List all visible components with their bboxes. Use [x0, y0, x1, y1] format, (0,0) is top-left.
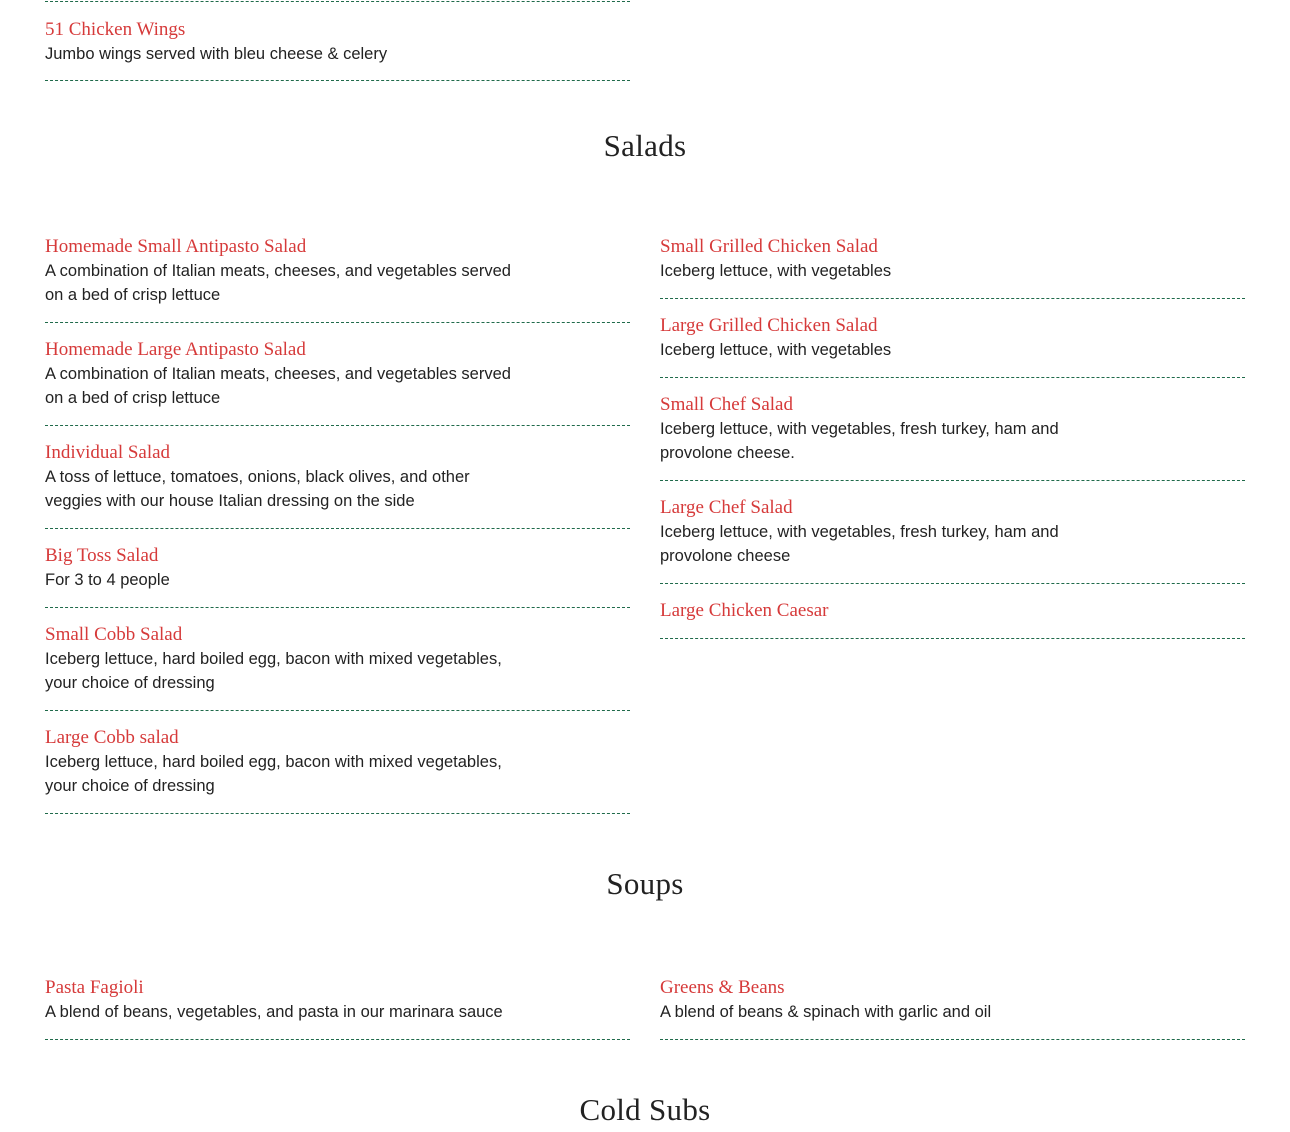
salads-left-divider — [45, 322, 630, 323]
top-left-bottom-rule — [45, 80, 630, 81]
salads-left-divider — [45, 710, 630, 711]
soups-right-divider — [660, 1039, 1245, 1040]
salads-left-divider — [45, 813, 630, 814]
menu-item[interactable] — [660, 314, 1245, 362]
soups-left-divider — [45, 1039, 630, 1040]
item-divider — [45, 1039, 630, 1040]
item-title: Individual Salad — [45, 442, 171, 463]
item-description: Jumbo wings served with bleu cheese & celery — [45, 45, 388, 63]
salads-left-divider — [45, 528, 630, 529]
salads-left-column — [45, 338, 630, 410]
salads-left-divider — [45, 607, 630, 608]
top-left-column — [45, 1, 630, 63]
item-description: Iceberg lettuce, hard boiled egg, bacon with mixed vegetables, your choice of dressing — [45, 753, 502, 795]
salads-right-divider — [660, 480, 1245, 481]
salads-left-divider — [45, 425, 630, 426]
item-title: Small Cobb Salad — [45, 624, 183, 645]
item-divider — [45, 813, 630, 814]
item-divider — [45, 528, 630, 529]
section-title-salads: Salads — [603, 128, 687, 163]
item-description: Iceberg lettuce, with vegetables — [660, 262, 892, 280]
menu-item[interactable] — [660, 496, 1245, 568]
menu-item-chicken-wings[interactable] — [45, 18, 630, 66]
menu-item[interactable] — [45, 544, 630, 592]
item-divider — [660, 480, 1245, 481]
section-title-soups: Soups — [606, 866, 684, 901]
item-title: Small Grilled Chicken Salad — [660, 236, 878, 257]
menu-item[interactable] — [45, 441, 630, 513]
item-description: Iceberg lettuce, with vegetables, fresh turkey, ham and provolone cheese. — [660, 420, 1059, 462]
salads-left-column — [45, 623, 630, 695]
salads-right-column — [660, 496, 1245, 568]
item-title: Homemade Small Antipasto Salad — [45, 236, 307, 257]
salads-left-column — [45, 726, 630, 798]
salads-left-column — [45, 544, 630, 592]
menu-item[interactable] — [45, 235, 630, 307]
item-title: Pasta Fagioli — [45, 977, 144, 998]
item-divider — [660, 583, 1245, 584]
item-description: For 3 to 4 people — [45, 571, 170, 589]
menu-item[interactable] — [660, 599, 1245, 623]
menu-item[interactable] — [45, 338, 630, 410]
salads-right-divider — [660, 298, 1245, 299]
item-divider — [45, 425, 630, 426]
salads-right-column — [660, 314, 1245, 362]
item-description: A combination of Italian meats, cheeses, and vegetables served on a bed of crisp lettuce — [45, 365, 511, 407]
item-description: A blend of beans, vegetables, and pasta in our marinara sauce — [45, 1003, 503, 1021]
item-title: Greens & Beans — [660, 977, 785, 998]
item-divider — [45, 322, 630, 323]
salads-right-divider — [660, 377, 1245, 378]
item-divider — [45, 80, 630, 81]
salads-right-divider — [660, 583, 1245, 584]
item-title: Large Cobb salad — [45, 727, 179, 748]
soups-right-column — [660, 976, 1245, 1024]
item-title: Large Chicken Caesar — [660, 600, 829, 621]
item-description: Iceberg lettuce, hard boiled egg, bacon with mixed vegetables, your choice of dressing — [45, 650, 502, 692]
item-divider — [660, 1039, 1245, 1040]
menu-item[interactable] — [45, 976, 630, 1024]
salads-right-column — [660, 599, 1245, 623]
menu-item[interactable] — [660, 235, 1245, 283]
menu-item[interactable] — [45, 726, 630, 798]
salads-left-column — [45, 235, 630, 307]
salads-right-column — [660, 393, 1245, 465]
item-description: Iceberg lettuce, with vegetables — [660, 341, 892, 359]
item-description: A combination of Italian meats, cheeses, and vegetables served on a bed of crisp lettuce — [45, 262, 511, 304]
item-description: A blend of beans & spinach with garlic and oil — [660, 1003, 992, 1021]
item-divider — [660, 377, 1245, 378]
item-divider — [660, 638, 1245, 639]
soups-left-column — [45, 976, 630, 1024]
item-description: Iceberg lettuce, with vegetables, fresh turkey, ham and provolone cheese — [660, 523, 1059, 565]
item-title: Large Chef Salad — [660, 497, 793, 518]
item-description: A toss of lettuce, tomatoes, onions, black olives, and other veggies with our house Italian dressing on the side — [45, 468, 470, 510]
item-divider — [660, 298, 1245, 299]
menu-item[interactable] — [660, 393, 1245, 465]
item-divider — [45, 710, 630, 711]
salads-right-column — [660, 235, 1245, 283]
item-title: Small Chef Salad — [660, 394, 793, 415]
salads-right-divider — [660, 638, 1245, 639]
section-title-cold-subs: Cold Subs — [579, 1092, 711, 1127]
item-title: Big Toss Salad — [45, 545, 159, 566]
menu-item[interactable] — [660, 976, 1245, 1024]
menu-item[interactable] — [45, 623, 630, 695]
item-divider — [45, 607, 630, 608]
item-divider — [45, 1, 630, 2]
item-title: Large Grilled Chicken Salad — [660, 315, 878, 336]
salads-left-column — [45, 441, 630, 513]
item-title: Homemade Large Antipasto Salad — [45, 339, 306, 360]
item-title: 51 Chicken Wings — [45, 19, 186, 40]
